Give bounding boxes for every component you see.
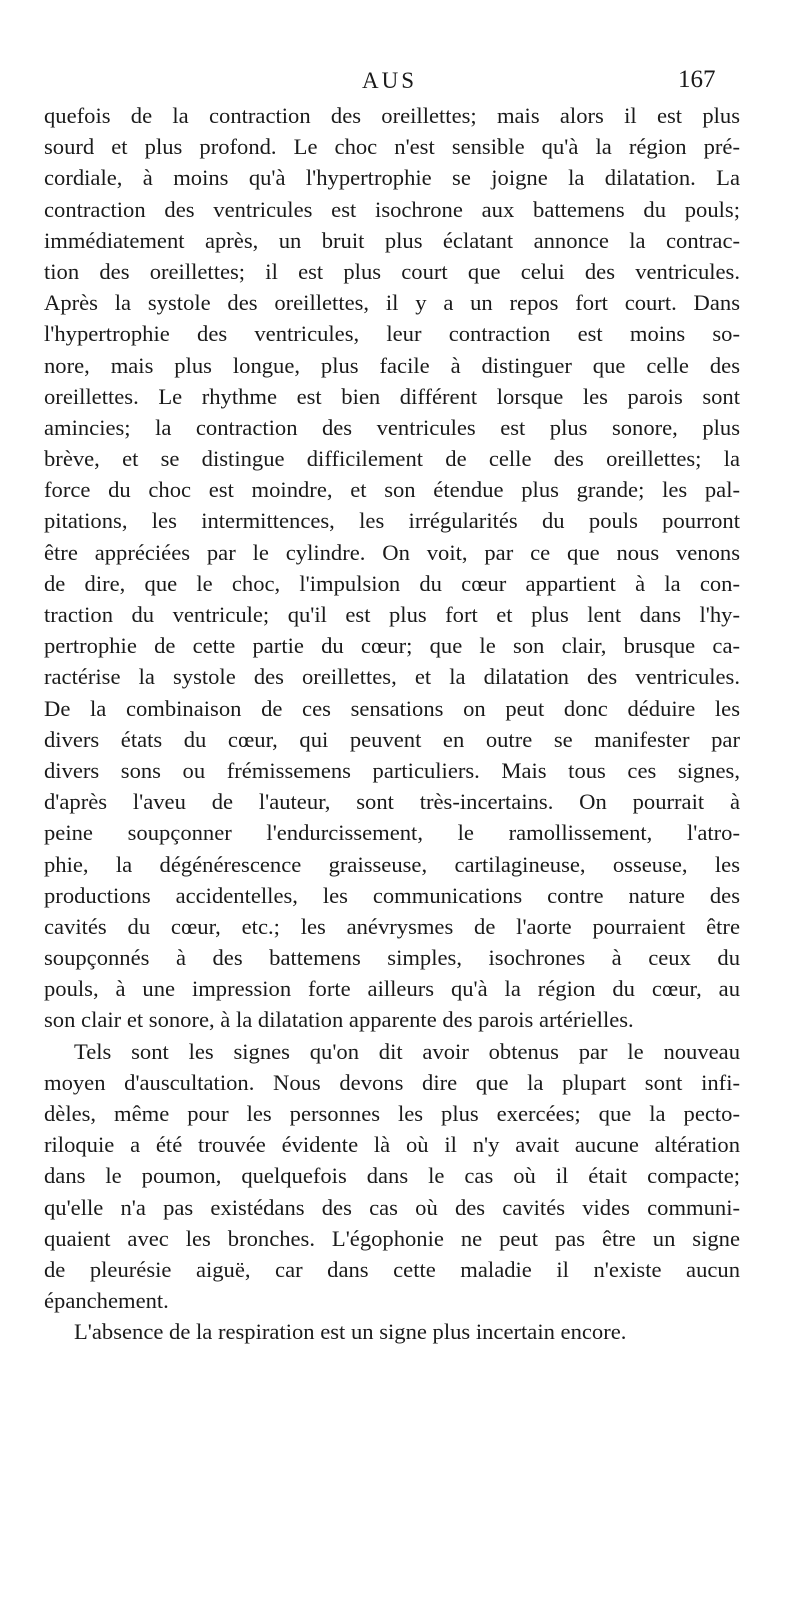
- text-line: divers sons ou frémissemens particuliers. Mais tous ces signes,: [44, 757, 740, 783]
- body-text: [44, 100, 740, 1348]
- text-line: pitations, les intermittences, les irrégularités du pouls pourront: [44, 508, 740, 534]
- text-line: force du choc est moindre, et son étendue plus grande; les pal-: [44, 477, 740, 503]
- text-line: soupçonnés à des battemens simples, isochrones à ceux du: [44, 945, 740, 971]
- text-line: de pleurésie aiguë, car dans cette maladie il n'existe aucun: [44, 1256, 740, 1282]
- text-line: oreillettes. Le rhythme est bien différent lorsque les parois sont: [44, 383, 740, 409]
- text-line: brève, et se distingue difficilement de celle des oreillettes; la: [44, 446, 740, 472]
- text-line: qu'elle n'a pas existédans des cas où des cavités vides communi-: [44, 1194, 740, 1220]
- text-line: quefois de la contraction des oreillettes; mais alors il est plus: [44, 103, 740, 128]
- text-line: tion des oreillettes; il est plus court que celui des ventricules.: [44, 258, 740, 284]
- text-line: l'hypertrophie des ventricules, leur contraction est moins so-: [44, 321, 740, 347]
- text-line: riloquie a été trouvée évidente là où il n'y avait aucune altération: [44, 1132, 740, 1158]
- text-line: immédiatement après, un bruit plus éclatant annonce la contrac-: [44, 227, 740, 253]
- text-line: phie, la dégénérescence graisseuse, cartilagineuse, osseuse, les: [44, 851, 740, 877]
- text-line: nore, mais plus longue, plus facile à distinguer que celle des: [44, 352, 740, 378]
- text-line: d'après l'aveu de l'auteur, sont très-incertains. On pourrait à: [44, 789, 740, 815]
- text-line: Tels sont les signes qu'on dit avoir obtenus par le nouveau: [74, 1038, 740, 1064]
- text-line: dans le poumon, quelquefois dans le cas où il était compacte;: [44, 1163, 740, 1189]
- page-number: 167: [678, 66, 716, 93]
- text-line: cordiale, à moins qu'à l'hypertrophie se joigne la dilatation. La: [44, 165, 740, 191]
- text-line: L'absence de la respiration est un signe plus incertain encore.: [74, 1319, 627, 1345]
- text-line: divers états du cœur, qui peuvent en outre se manifester par: [44, 726, 740, 752]
- text-line: traction du ventricule; qu'il est plus fort et plus lent dans l'hy-: [44, 602, 740, 627]
- text-line: moyen d'auscultation. Nous devons dire que la plupart sont infi-: [44, 1069, 740, 1095]
- text-line: Après la systole des oreillettes, il y a un repos fort court. Dans: [44, 290, 740, 316]
- text-line: pouls, à une impression forte ailleurs qu'à la région du cœur, au: [44, 976, 740, 1002]
- text-line: productions accidentelles, les communications contre nature des: [44, 882, 740, 908]
- text-line: dèles, même pour les personnes les plus exercées; que la pecto-: [44, 1101, 740, 1126]
- text-line: de dire, que le choc, l'impulsion du cœur appartient à la con-: [44, 570, 740, 596]
- text-line: peine soupçonner l'endurcissement, le ramollissement, l'atro-: [44, 820, 740, 846]
- paragraph-2: [44, 1036, 740, 1317]
- text-line: contraction des ventricules est isochrone aux battemens du pouls;: [44, 196, 740, 222]
- text-line: épanchement.: [44, 1288, 169, 1314]
- text-line: ractérise la systole des oreillettes, et la dilatation des ventricules.: [44, 664, 740, 690]
- text-line: pertrophie de cette partie du cœur; que le son clair, brusque ca-: [44, 633, 740, 659]
- text-line: être appréciées par le cylindre. On voit, par ce que nous venons: [44, 539, 740, 565]
- paragraph-1: [44, 100, 740, 1036]
- text-line: De la combinaison de ces sensations on peut donc déduire les: [44, 695, 740, 721]
- paragraph-3: [44, 1316, 740, 1347]
- text-line: cavités du cœur, etc.; les anévrysmes de l'aorte pourraient être: [44, 913, 740, 939]
- text-line: son clair et sonore, à la dilatation apparente des parois artérielles.: [44, 1007, 634, 1033]
- text-line: amincies; la contraction des ventricules est plus sonore, plus: [44, 414, 740, 440]
- text-line: quaient avec les bronches. L'égophonie ne peut pas être un signe: [44, 1225, 740, 1251]
- running-title: AUS: [362, 68, 418, 93]
- text-line: sourd et plus profond. Le choc n'est sensible qu'à la région pré-: [44, 134, 740, 160]
